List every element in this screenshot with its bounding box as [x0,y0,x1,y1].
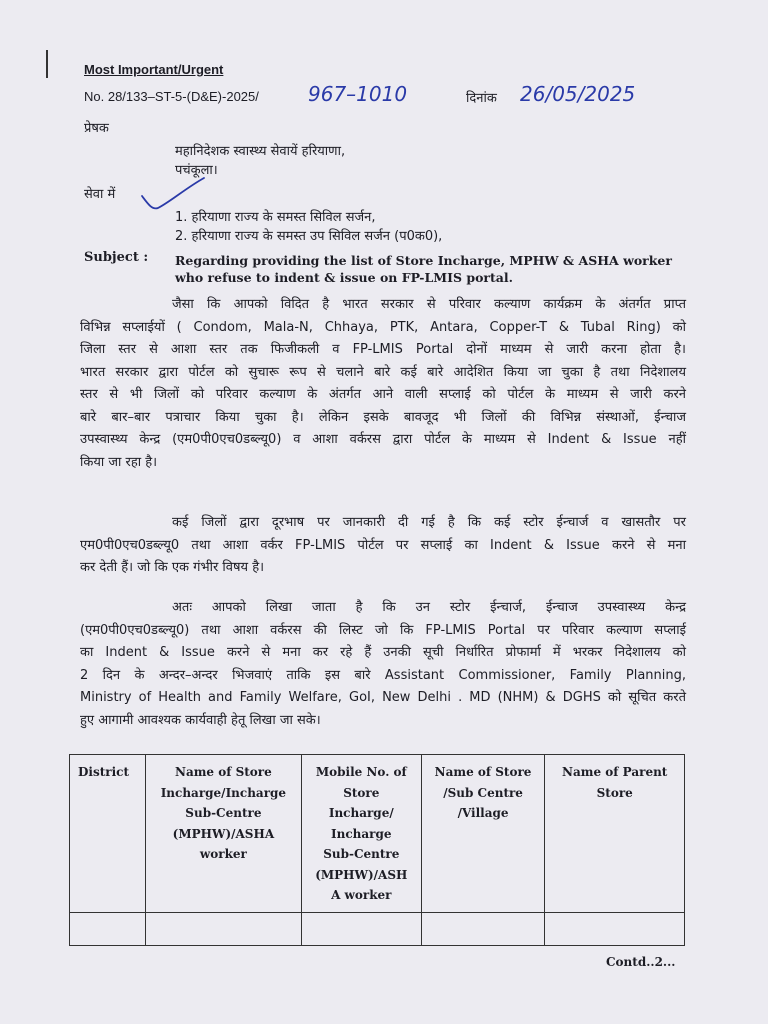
header-line: (MPHW)/ASH [315,867,408,882]
paragraph-line: (एम0पी0एच0डब्ल्यू0) तथा आशा वर्करस की लिस्ट जो कि FP-LMIS Portal पर परिवार कल्याण सप्लाई [80,622,686,638]
continued-marker: Contd..2... [606,955,676,969]
header-store-incharge-name [145,755,301,913]
subject-label: Subject : [84,250,149,265]
paragraph-line: विभिन्न सप्लाईयों ( Condom, Mala-N, Chhaya, PTK, Antara, Copper-T & Tubal Ring) को [80,319,686,335]
header-line: Name of Store [434,765,532,779]
sender-line-1: महानिदेशक स्वास्थ्य सेवायें हरियाणा, [175,144,346,159]
table-cell [301,913,421,946]
header-line: (MPHW)/ASHA [172,826,275,841]
header-line: worker [199,847,247,861]
paragraph-line: जैसा कि आपको विदित है भारत सरकार से परिवार कल्याण कार्यक्रम के अंतर्गत प्राप्त [172,297,686,312]
subject-line-1: Regarding providing the list of Store Incharge, MPHW & ASHA worker [175,253,672,268]
table-cell [421,913,545,946]
header-line: Incharge [331,826,392,841]
store-proforma-table [69,754,685,946]
header-parent-store [545,755,685,913]
header-line: Store [596,785,633,800]
table-header-row [70,755,685,913]
paragraph-line: एम0पी0एच0डब्ल्यू0 तथा आशा वर्कर FP-LMIS पोर्टल पर सप्लाई का Indent & Issue करने से मना [80,537,686,553]
margin-mark [46,50,48,78]
paragraph-1 [80,294,686,474]
paragraph-3 [80,597,686,732]
header-mobile-number [301,755,421,913]
paragraph-2 [80,512,686,580]
header-district [70,755,146,913]
header-line: A worker [331,888,392,902]
sender-line-2: पचंकूला। [175,163,218,178]
table-cell [145,913,301,946]
header-line: /Sub Centre [443,785,523,800]
paragraph-line: भारत सरकार द्वारा पोर्टल को सुचारू रूप से चलाने बारे कई बारे आदेशित किया जा चुका है तथा निदेशालय [80,364,686,380]
letter-number: No. 28/133–ST-5-(D&E)-2025/ [84,89,259,104]
paragraph-line: अतः आपको लिखा जाता है कि उन स्टोर ईन्चार्ज, ईन्चाज उपस्वास्थ्य केन्द्र [172,600,686,615]
date-label: दिनांक [466,91,497,106]
subject-line-2: who refuse to indent & issue on FP-LMIS portal. [175,270,513,285]
recipient-2: 2. हरियाणा राज्य के समस्त उप सिविल सर्जन (प0क0), [175,229,443,244]
paragraph-line: हुए आगामी आवश्यक कार्यवाही हेतू लिखा जा सके। [80,712,321,728]
header-line: Incharge/Incharge [160,785,287,800]
paragraph-line: कई जिलों द्वारा दूरभाष पर जानकारी दी गई है कि कई स्टोर ईन्चार्ज व खासतौर पर [172,515,686,530]
paragraph-line: Ministry of Health and Family Welfare, GoI, New Delhi . MD (NHM) & DGHS को सूचित करते [80,690,686,705]
header-line: Sub-Centre [185,806,262,820]
paragraph-line: कर देती हैं। जो कि एक गंभीर विषय है। [80,560,265,575]
paragraph-line: का Indent & Issue करने से मना कर रहे हैं उनकी सूची निर्धारित प्रोफार्मा में भरकर निदेशालय को [80,645,686,660]
sender-label: प्रेषक [84,121,109,136]
handwritten-date: 26/05/2025 [520,82,636,106]
paragraph-line: बारे बार–बार पत्राचार किया चुका है। लेकिन इसके बावजूद भी जिलों की विभिन्न संस्थाओं, ईन्चाज [80,409,686,425]
header-store-name [421,755,545,913]
header-line: District [78,765,129,779]
header-line: Incharge/ [328,806,394,820]
paragraph-line: जिला स्तर से आशा स्तर तक फिजीकली व FP-LMIS Portal दोनों माध्यम से जारी करना होता है। [80,342,686,357]
header-line: Name of Store [174,765,272,779]
recipient-label: सेवा में [84,187,116,202]
header-line: /Village [457,806,509,820]
table-cell [70,913,146,946]
header-line: Mobile No. of [315,765,407,779]
header-line: Store [343,785,380,800]
paragraph-line: स्तर से भी जिलों को परिवार कल्याण के अंतर्गत आने वाली सप्लाई को पोर्टल के माध्यम से जारी करने [80,387,686,402]
table-row [70,913,685,946]
header-line: Sub-Centre [323,847,400,861]
paragraph-line: उपस्वास्थ्य केन्द्र (एम0पी0एच0डब्ल्यू0) व आशा वर्करस द्वारा पोर्टल के माध्यम से Indent & Issue नहीं [80,432,686,447]
header-line: Name of Parent [562,765,668,779]
paragraph-line: किया जा रहा है। [80,454,158,470]
paragraph-line: 2 दिन के अन्दर–अन्दर भिजवाएं ताकि इस बारे Assistant Commissioner, Family Planning, [80,667,686,683]
handwritten-dispatch-number: 967–1010 [308,82,408,106]
table-cell [545,913,685,946]
recipient-1: 1. हरियाणा राज्य के समस्त सिविल सर्जन, [175,210,376,225]
urgency-heading: Most Important/Urgent [84,62,224,77]
